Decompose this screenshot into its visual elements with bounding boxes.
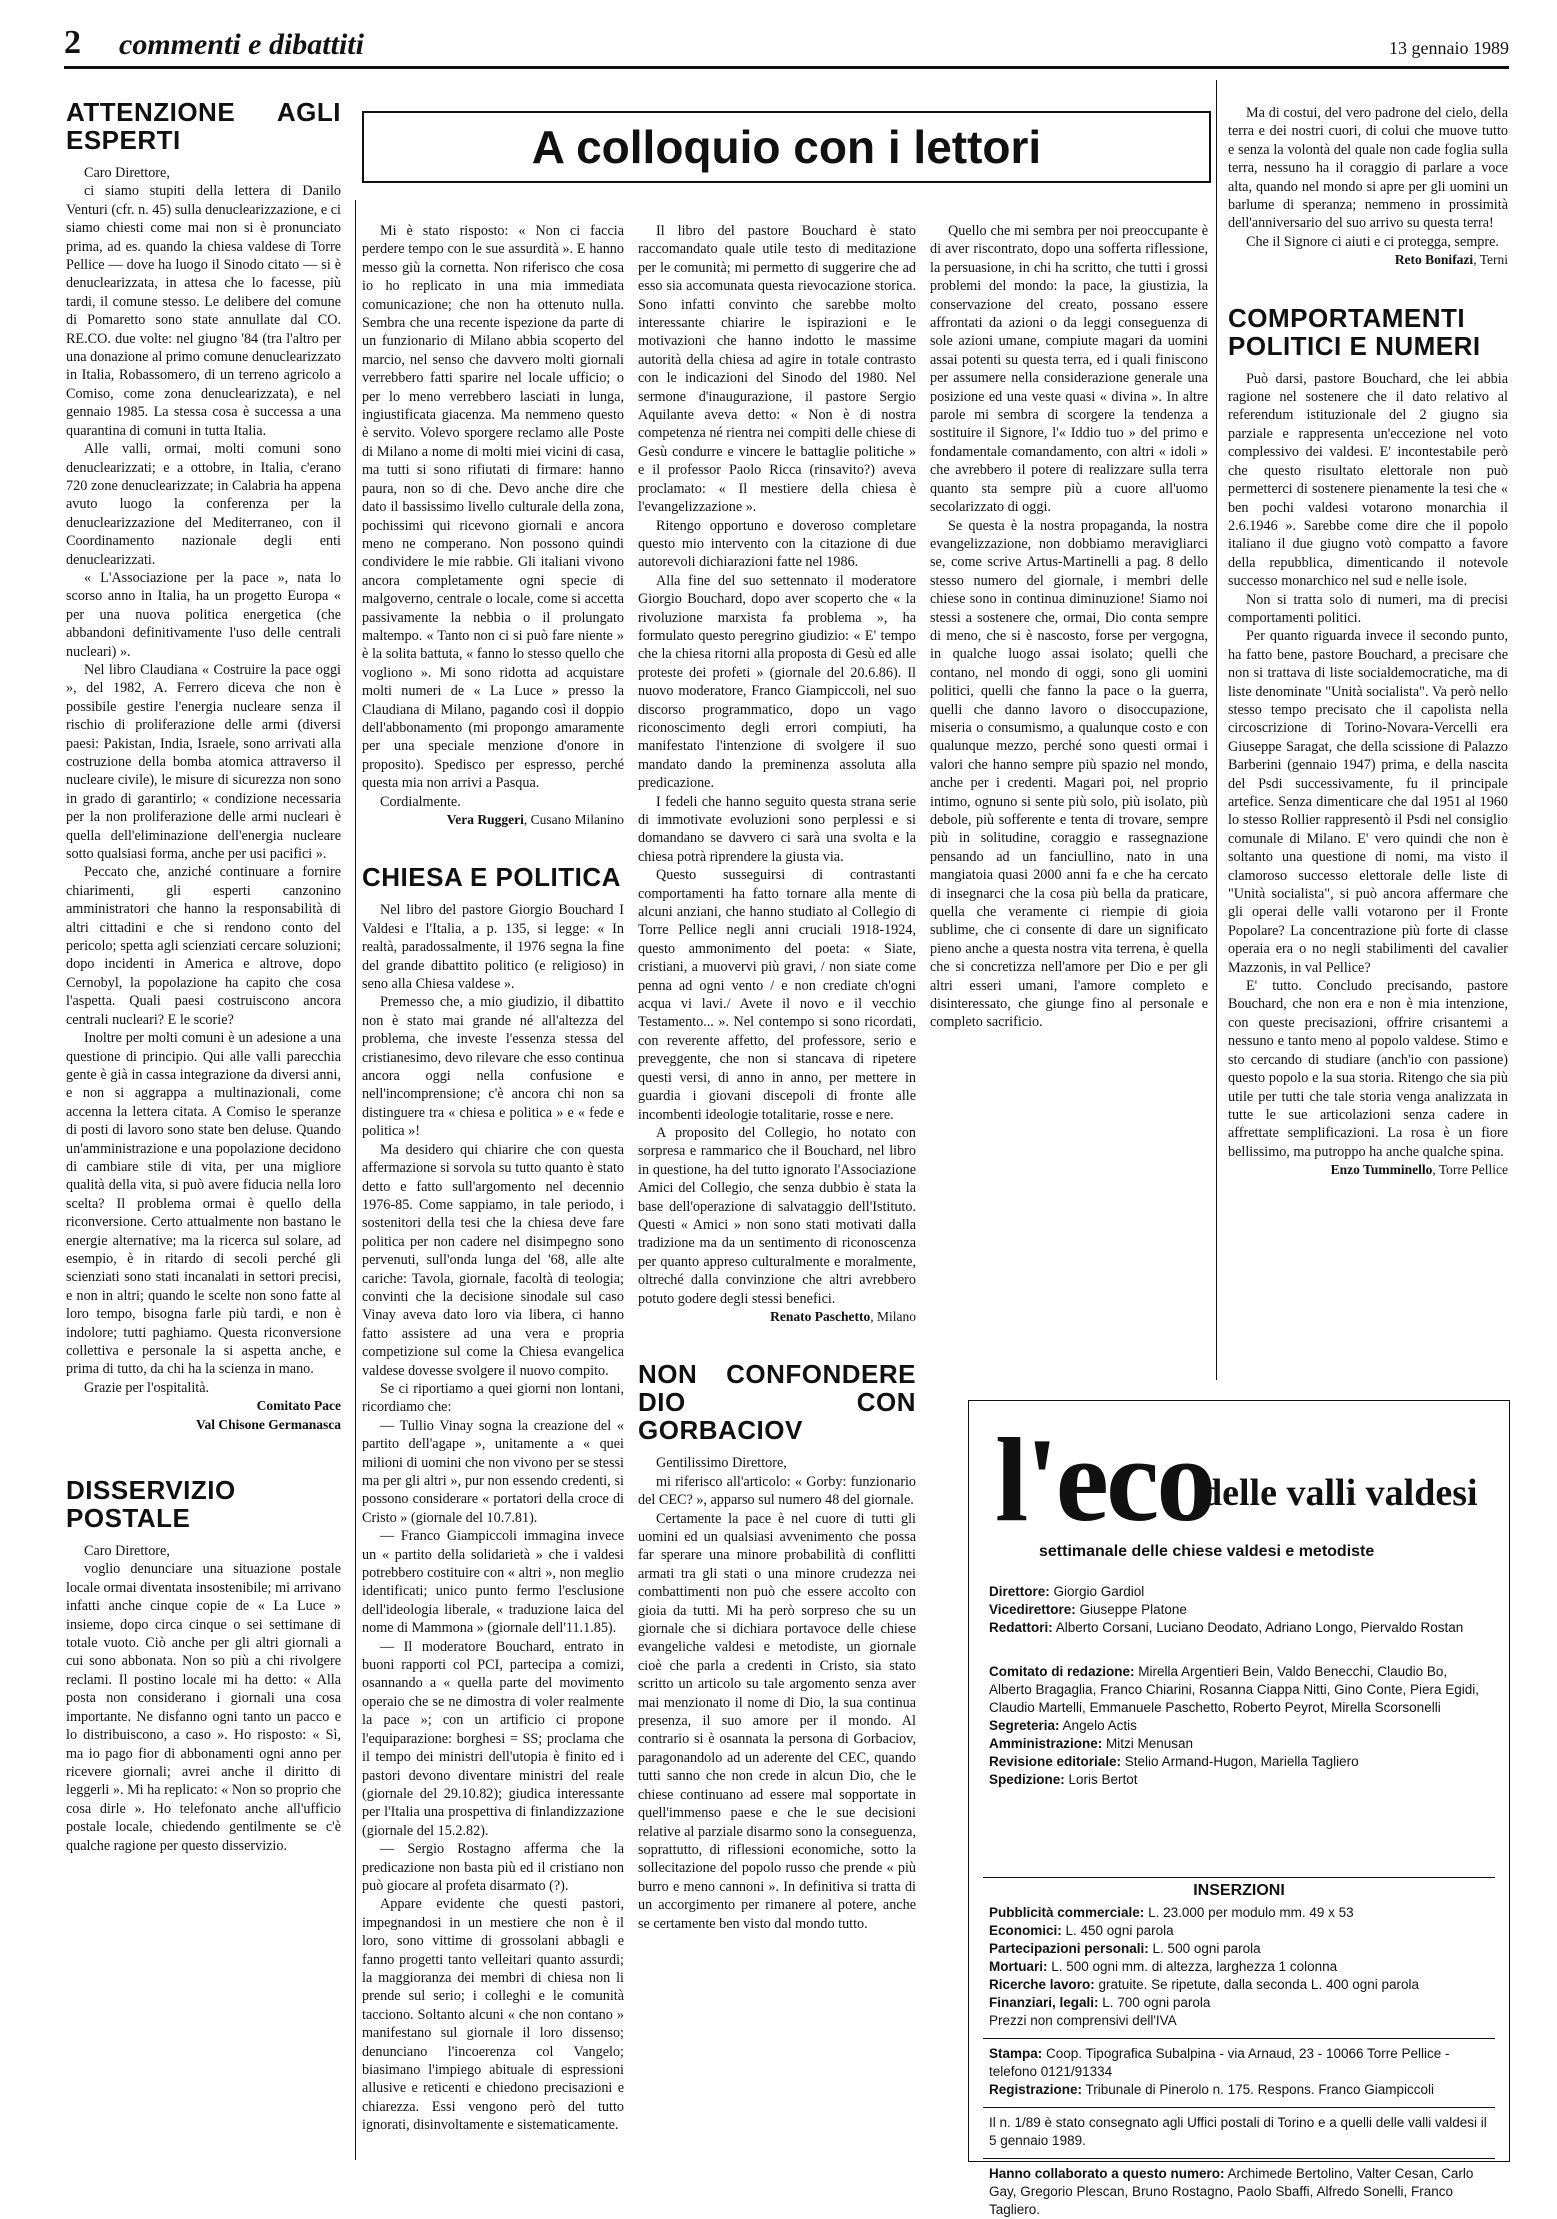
masthead-line: Redattori: Alberto Corsani, Luciano Deodato, Adriano Longo, Piervaldo Rostan xyxy=(989,1620,1464,1635)
insertions-note: Prezzi non comprensivi dell'IVA xyxy=(989,2013,1177,2028)
paragraph: Inoltre per molti comuni è un adesione a una questione di principio. Qui alle valli parecchia gente è già in cassa integrazione da diversi anni, e non si aggrappa a multinazionali, come accenna la lettera citata. A Comiso le speranze di posti di lavoro sono state ben deluse. Quando un'amministrazione e una popolazione decidono di cambiare stile di vita, per una migliore qualità della vita, si può avere fiducia nella loro scelta? Il problema ormai è quello della riconversione. Certo attualmente non bastano le energie alternative; ma la ricerca sul solare, ad esempio, è in ritardo di secoli perché gli scienziati sono stati incanalati in settori precisi, e non in altri; quando le scelte non sono fatte al loro tempo, bisogna farle più tardi, e non è indolore; tutti paghiamo. Questa riconversione collettiva e personale la si aspetta anche, e prima di tutto, da chi ha la scienza in mano. xyxy=(66,1030,341,1378)
article-body-chiesa xyxy=(362,901,624,2134)
paragraph: ci siamo stupiti della lettera di Danilo Venturi (cfr. n. 45) sulla denuclearizzazione, e ci siamo chiesti come mai non si è pronunciato prima, ad es. quando la chiesa valdese di Torre Pellice — dove ha luogo il Sinodo citato — si è denuclearizzata, in attesa che lo facesse, più tardi, il comune stesso. Le delibere del comune di Pomaretto sono state annullate dal CO. RE.CO. due volte: nel giugno '84 (tra l'altro per una donazione al primo comune denuclearizzato in Italia, Robassomero, di un terreno agricolo a Comiso, come zona denuclearizzata), e nel gennaio 1985. La stessa cosa è successa a una quarantina di comuni in tutta Italia. xyxy=(66,183,341,439)
paragraph: Non si tratta solo di numeri, ma di precisi comportamenti politici. xyxy=(1228,591,1508,626)
paragraph: Alle valli, ormai, molti comuni sono denuclearizzati; e a ottobre, in Italia, c'erano 720 zone denuclearizzate; in Calabria ha appena avuto luogo la conferenza per la denuclearizzazione del Mediterraneo, con il Coordinamento nazionale degli enti denuclearizzati. xyxy=(66,441,341,568)
paragraph: Caro Direttore, xyxy=(84,1543,170,1560)
masthead-line: Partecipazioni personali: L. 500 ogni parola xyxy=(989,1941,1261,1956)
masthead-line: Mortuari: L. 500 ogni mm. di altezza, larghezza 1 colonna xyxy=(989,1959,1338,1974)
paragraph: Se ci riportiamo a quei giorni non lontani, ricordiamo che: xyxy=(362,1380,624,1416)
paragraph: Nel libro del pastore Giorgio Bouchard I Valdesi e l'Italia, a p. 135, si legge: « In realtà, paradossalmente, il 1976 segna la fine del grande dibattito politico (e religioso) in seno alla Chiesa valdese ». xyxy=(362,902,624,993)
paragraph: Quello che mi sembra per noi preoccupante è di aver riscontrato, dopo una sofferta riflessione, la persuasione, in chi ha scritto, che tutti i grossi problemi del mondo: la pace, la giustizia, la conservazione del creato, possano essere affrontati da azioni o da leggi conseguenza di sole azioni umane, compiute magari da uomini assai potenti su questa terra, ed i quali finiscono per assumere nella considerazione generale una posizione ed una veste quasi « divina ». In altre parole mi sembra di scorgere la tendenza a sostituire il Signore, l'« Iddio tuo » del primo e fondamentale comandamento, con altri « idoli » che avrebbero il potere di realizzare sulla terra quanto sta sempre più a cuore all'uomo secolarizzato di oggi. xyxy=(930,223,1208,516)
insertions-box xyxy=(983,1877,1495,2219)
paragraph: — Sergio Rostagno afferma che la predicazione non basta più ed il cristiano non può giocare al profeta disarmato (?). xyxy=(362,1841,624,1894)
paragraph: A proposito del Collegio, ho notato con sorpresa e rammarico che il Bouchard, nel libro in questione, ha del tutto ignorato l'Associazione Amici del Collegio, che senza dubbio è stata la base dell'operazione di salvataggio dell'Istituto. Questi « Amici » non sono stati motivati dalla tradizione ma da un sentimento di riconoscenza per quanto appreso culturalmente e moralmente, oltreché dalla convinzione che altri avrebbero potuto godere degli stessi benefici. xyxy=(638,1124,916,1307)
page-number: 2 xyxy=(64,24,81,61)
masthead-line: Vicedirettore: Giuseppe Platone xyxy=(989,1602,1187,1617)
masthead-line: Segreteria: Angelo Actis xyxy=(989,1718,1137,1733)
article-body-comportamenti xyxy=(1228,370,1508,1161)
masthead-logo-rest: delle valli valdesi xyxy=(1201,1472,1478,1514)
main-title: A colloquio con i lettori xyxy=(362,111,1211,183)
collaboratori-block: Hanno collaborato a questo numero: Archimede Bertolino, Valter Cesan, Carlo Gay, Gregorio Plescan, Bruno Rostagno, Paolo Sbaffi, Alfredo Sonelli, Franco Tagliero. xyxy=(983,2158,1495,2219)
paragraph: Caro Direttore, xyxy=(84,165,170,181)
article-title-comportamenti: COMPORTAMENTI POLITICI E NUMERI xyxy=(1228,302,1481,361)
article-body-gorbaciov-continued xyxy=(930,222,1208,1032)
masthead-line: Economici: L. 450 ogni parola xyxy=(989,1923,1174,1938)
paragraph: Se questa è la nostra propaganda, la nostra evangelizzazione, non dobbiamo meravigliarci se, come scrive Artus-Martinelli a pag. 8 dello stesso numero del giornale, i membri delle chiese sono in continua diminuzione! Siamo noi stessi a sostenere che, ormai, Dio conta sempre di meno, che si è nascosto, forse per vergogna, in qualche luogo assai isolato; quelli che contano, nel mondo di oggi, sono gli uomini politici, quelli che fanno la pace o la guerra, quelli che danno lavoro o disoccupazione, miseria o consumismo, a qualunque costo e con qualunque mezzo, perché sono questi ormai i valori che hanno sempre più spazio nel mondo, anche per i credenti. Magari poi, nel proprio intimo, ognuno si sente più solo, più isolato, più debole, più sofferente e tenta di trovare, sempre più in solitudine, coraggio e rassegnazione pensando ad un fanciullino, nato in una mangiatoia quasi 2000 anni fa e che ha cercato di insegnarci che la cosa più bella da praticare, quella che veramente ci riempie di gioia sublime, che ci consente di dare un significato pieno anche a questa nostra vita terrena, è quella che si concretizza nell'amore per Dio e per gli altri esseri umani, l'amore completo e disinteressato, che giunge fino al personale e completo sacrificio. xyxy=(930,517,1208,1031)
column-4 xyxy=(930,222,1208,1382)
paragraph: Ma di costui, del vero padrone del cielo, della terra e dei nostri cuori, di colui che muove tutto e senza la volontà del quale non cade foglia sulla terra, nessuno ha il coraggio di parlare a voce alta, quando nel mondo si apre per gli uomini un barlume di speranza; nemmeno in prossimità dell'anniversario del suo arrivo su questa terra! xyxy=(1228,105,1508,232)
article-body-attenzione xyxy=(66,164,341,1397)
signature-comportamenti: Enzo Tumminello, Torre Pellice xyxy=(1330,1162,1508,1178)
masthead-line: Comitato di redazione: Mirella Argentieri Bein, Valdo Benecchi, Claudio Bo, Alberto Bragaglia, Franco Chiarini, Rosanna Ciappa Nitti, Gino Conte, Piera Egidi, Claudio Martelli, Emmanuele Paschetto, Roberto Peyrot, Mirella Scorsonelli xyxy=(989,1664,1480,1715)
signature-disservizio: Vera Ruggeri, Cusano Milanino xyxy=(446,812,624,827)
staff-list-2 xyxy=(989,1663,1489,1789)
paragraph: Gentilissimo Direttore, xyxy=(656,1455,787,1472)
signature-chiesa: Renato Paschetto, Milano xyxy=(770,1308,916,1324)
paragraph: Ritengo opportuno e doveroso completare questo mio intervento con la citazione di due autorevoli dichiarazioni fatte nel 1986. xyxy=(638,517,916,571)
column-3 xyxy=(638,222,916,2162)
paragraph: Cordialmente. xyxy=(380,793,461,810)
issue-date: 13 gennaio 1989 xyxy=(1389,38,1509,58)
article-body-disservizio-continued xyxy=(362,222,624,811)
paragraph: Peccato che, anziché continuare a fornire chiarimenti, gli esperti canzonino amministratori che hanno la responsabilità di altri cittadini e che si rendono conto del pericolo; spetta agli scienziati cercare soluzioni; dopo incidenti in America e altrove, dopo Cernobyl, la popolazione ha capito che cosa l'aspetta. Quali paesi costruiscono ancora centrali nucleari? E le scorie? xyxy=(66,864,341,1028)
paragraph: — Tullio Vinay sogna la creazione del « partito dell'agape », unitamente a « quei milioni di uomini che non vivono per se stessi ma per gli altri », pur non essendo credenti, si possono considerare « portatori della croce di Cristo » (giornale del 10.7.81). xyxy=(362,1417,624,1526)
numero-block: Il n. 1/89 è stato consegnato agli Uffici postali di Torino e a quelli delle valli valdesi il 5 gennaio 1989. xyxy=(983,2107,1495,2150)
paragraph: Certamente la pace è nel cuore di tutti gli uomini ed un qualsiasi avvenimento che possa far sperare una minore probabilità di conflitti armati tra gli stati o una minore crudezza nei combattimenti non può che essere accolto con gioia da tutti. Mi ha però sorpreso che su un giornale che si dichiara portavoce delle chiese evangeliche valdesi e metodiste, un giornale cioè che parla a credenti in Cristo, sia stato scritto un articolo su tale argomento senza aver mai menzionato il nome di Dio, la sua continua presenza, il suo amore per il mondo. Al contrario si è osannata la persona di Gorbaciov, paragonandolo ad un aderente del CEC, quando tutti sanno che non crede in alcun Dio, che le chiese continuano ad essere mal sopportate in quell'immenso paese e che le sue decisioni relative al parziale disarmo sono la conseguenza, soprattutto, di riflessioni economiche, sotto la sollecitazione del popolo russo che prende « più burro e meno cannoni ». In definitiva si tratta di un accorgimento per rimanere al potere, anche se certamente ben visto dal mondo tutto. xyxy=(638,1510,916,1932)
paragraph: Grazie per l'ospitalità. xyxy=(84,1379,210,1396)
article-body-chiesa-continued xyxy=(638,222,916,1308)
paragraph: Questo susseguirsi di contrastanti comportamenti ha fatto tornare alla mente di alcuni anziani, che hanno studiato al Collegio di Torre Pellice negli anni cruciali 1918-1924, questo ammonimento del poeta: « Siate, cristiani, a muovervi più gravi, / non siate come penna ad ogni vento / e non crediate ch'ogni acqua vi lavi./ Avete il novo e il vecchio Testamento... ». Nel contempo si sono ricordati, con reverente affetto, del professore, serio e preveggente, che non si stancava di ripetere questi versi, di anno in anno, per mettere in guardia i giovani discepoli di fronte alle incombenti ideologie totalitarie, rosse e nere. xyxy=(638,867,916,1123)
stampa-block: Stampa: Coop. Tipografica Subalpina - via Arnaud, 23 - 10066 Torre Pellice - telefono 0121/91334 Registrazione: Tribunale di Pinerolo n. 175. Respons. Franco Giampiccoli xyxy=(983,2038,1495,2099)
masthead-line: Finanziari, legali: L. 700 ogni parola xyxy=(989,1995,1211,2010)
paragraph: I fedeli che hanno seguito questa strana serie di immotivate evoluzioni sono perplessi e si domandano se davvero ci sarà una svolta e la chiesa potrà riprendere la giusta via. xyxy=(638,793,916,865)
masthead-line: Amministrazione: Mitzi Menusan xyxy=(989,1736,1194,1751)
signature-place-attenzione: Val Chisone Germanasca xyxy=(195,1416,341,1432)
paragraph: Ma desidero qui chiarire che con questa affermazione si sorvola su tutto quanto è stato detto e fatto sull'argomento nel decennio 1976-85. Come sappiamo, in tale periodo, i sostenitori della tesi che la chiesa deve fare politica per non cadere nel disimpegno sono pervenuti, sull'onda lunga del '68, alle alte cariche: Tavola, giornale, facoltà di teologia; convinti che la decisione sinodale sul caso Vinay aveva dato loro via libera, ci hanno fatto assistere ad una vera e propria competizione sul come la Chiesa evangelica valdese dovesse svolgere il nuovo compito. xyxy=(362,1141,624,1379)
paragraph: Il libro del pastore Bouchard è stato raccomandato quale utile testo di meditazione per le comunità; mi permetto di suggerire che ad esso sia accomunata questa rievocazione storica. Sono infatti convinto che sarebbe molto interessante chiarire le ispirazioni e le motivazioni che hanno indotto le massime autorità della chiesa ad agire in totale contrasto con le indicazioni del Sinodo del 1980. Nel sermone d'inaugurazione, il pastore Sergio Aquilante aveva detto: « Non è di nostra competenza né rientra nei compiti delle chiese di Gesù condurre e vincere le battaglie politiche » e il professor Paolo Ricca (rinsavito?) aveva proclamato: « Il mestiere della chiesa è l'evangelizzazione ». xyxy=(638,223,916,516)
paragraph: voglio denunciare una situazione postale locale ormai diventata insostenibile; mi arrivano infatti anche cinque copie de « La Luce » insieme, dopo circa cinque o sei settimane di totale vuoto. Ciò anche per gli altri giornali a cui sono abbonata. Non so più a chi rivolgere reclami. Il postino locale mi ha detto: « Alla posta non considerano i giornali una cosa importante. Ne disfanno ogni tanto un pacco e lo distribuiscono, a caso ». Ho risposto: « Sì, ma io pago fior di abbonamenti ogni anno per ricevere giornali; avrei anche il diritto di leggerli ». Mi ha replicato: « Non so proprio che cosa dirle ». Ho telefonato anche all'ufficio postale locale, chiedendo gentilmente se c'è qualche ragione per questo disservizio. xyxy=(66,1561,342,1854)
article-body-gorbaciov-end xyxy=(1228,104,1508,251)
page-header xyxy=(64,26,1509,69)
column-1 xyxy=(66,88,341,2158)
section-title: commenti e dibattiti xyxy=(119,28,364,61)
masthead-subtitle: settimanale delle chiese valdesi e metodiste xyxy=(1039,1543,1375,1560)
article-title-gorbaciov: NON CONFONDERE DIO CON GORBACIOV xyxy=(638,1359,916,1446)
article-title-chiesa: CHIESA E POLITICA xyxy=(362,862,621,893)
paragraph: Può darsi, pastore Bouchard, che lei abbia ragione nel sostenere che il dato relativo al referendum istituzionale del 2 giugno sia parziale e rappresenta un'eccezione nel voto complessivo dei valdesi. E' incontestabile però che questo risultato elettorale non può permetterci di sostenere pienamente la tesi che « ben pochi valdesi votarono monarchia il 2.6.1946 ». Sarebbe come dire che il popolo italiano il due giugno votò compatto a favore della repubblica, dimenticando il notevole successo monarchico nel sud e nelle isole. xyxy=(1228,370,1508,590)
paragraph: — Il moderatore Bouchard, entrato in buoni rapporti col PCI, partecipa a comizi, osannando a « quella parte del movimento operaio che se ne dimostra di voler realmente la pace »; con un artificio ci propone l'equiparazione: borghesi = SS; proclama che il tempo dei ministri dell'utopia è finito ed i pastori devono diventare ministri del reale (giornale del 29.10.82); giudica interessante per l'Italia una prospettiva di finlandizzazione (giornale del 15.2.82). xyxy=(362,1638,624,1839)
column-5 xyxy=(1228,104,1508,1384)
paragraph: Nel libro Claudiana « Costruire la pace oggi », del 1982, A. Ferrero diceva che non è possibile gestire l'energia nucleare senza il rischio di proliferazione delle armi (diversi paesi: Pakistan, India, Israele, sono arrivati alla costruzione della bomba atomica attraverso il nucleare civile), le misure di sicurezza non sono in grado di garantirlo; « condizione necessaria per la non proliferazione delle armi nucleari è quella dell'eliminazione dell'energia nucleare sotto qualsiasi forma, anche per usi pacifici ». xyxy=(66,661,341,863)
masthead-box xyxy=(968,1400,1510,2217)
masthead-line: Revisione editoriale: Stelio Armand-Hugon, Mariella Tagliero xyxy=(989,1754,1359,1769)
article-title-attenzione: ATTENZIONE AGLI ESPERTI xyxy=(66,97,341,155)
masthead-line: Spedizione: Loris Bertot xyxy=(989,1772,1138,1787)
paragraph: — Franco Giampiccoli immagina invece un « partito della solidarietà » che i valdesi potrebbero costituire con « altri », non meglio identificati; unico punto fermo l'esclusione dell'ideologia liberale, « traduzione laica del nome di Mammona » (giornale dell'11.1.85). xyxy=(362,1528,624,1637)
paragraph: Alla fine del suo settennato il moderatore Giorgio Bouchard, dopo aver scoperto che « la rivoluzione marxista fa problema », ha formulato questo peregrino giudizio: « E' tempo che la chiesa ritorni alla proposta di Gesù ed alle proteste dei profeti » (giornale del 20.6.86). Il nuovo moderatore, Franco Giampiccoli, nel suo discorso programmatico, dopo un vago riconoscimento degli errori compiuti, ha manifestato l'intenzione di svolgere il suo mandato dando la preminenza assoluta alla predicazione. xyxy=(638,572,916,792)
insertions-list xyxy=(983,1904,1495,2012)
masthead-logo: l'eco xyxy=(995,1413,1214,1546)
article-body-gorbaciov xyxy=(638,1454,916,1933)
masthead-line: Ricerche lavoro: gratuite. Se ripetute, dalla seconda L. 400 ogni parola xyxy=(989,1977,1420,1992)
paragraph: Premesso che, a mio giudizio, il dibattito non è stato mai grande né all'altezza del problema, che investe l'essenza stessa del cristianesimo, devo rilevare che esso continua ancora oggi nella confusione e nell'incomprensione; c'è ancora chi non sa distinguere tra « chiesa e politica » e « fede e politica »! xyxy=(362,994,624,1140)
paragraph: Che il Signore ci aiuti e ci protegga, sempre. xyxy=(1246,233,1499,250)
insertions-title: INSERZIONI xyxy=(1193,1882,1285,1899)
signature-attenzione: Comitato Pace xyxy=(256,1398,341,1414)
masthead-line: Pubblicità commerciale: L. 23.000 per modulo mm. 49 x 53 xyxy=(989,1905,1354,1920)
staff-list xyxy=(989,1583,1489,1637)
article-body-disservizio xyxy=(66,1542,341,1855)
paragraph: Per quanto riguarda invece il secondo punto, ha fatto bene, pastore Bouchard, a precisare che non si trattava di liste socialdemocratiche, ma di liste denominate "Unità socialista". Va però nello stesso tempo precisato che il capolista nella circoscrizione di Torino-Novara-Vercelli era Giuseppe Saragat, che della scissione di Palazzo Barberini (gennaio 1947) prima, e della nascita del Psdi successivamente, fu il principale artefice. Senza dimenticare che dal 1951 al 1960 lo stesso Rollier rappresentò il Psdi nel consiglio comunale di Milano. E' vero quindi che non è soltanto una questione di nomi, ma visto il clamoroso successo elettorale delle liste di "Unità socialista", si può ancora affermare che gli operai delle valli votarono per il Fronte Popolare? La concentrazione più forte di classe operaia era o no negli stabilimenti del cavalier Mazzonis, in val Pellice? xyxy=(1228,628,1508,976)
signature-gorbaciov: Reto Bonifazi, Terni xyxy=(1394,252,1508,268)
column-2 xyxy=(362,222,624,2162)
paragraph: « L'Associazione per la pace », nata lo scorso anno in Italia, ha un progetto Europa « per una nuova politica energetica (che abbandoni definitivamente l'uso delle centrali nucleari) ». xyxy=(66,569,341,660)
paragraph: Mi è stato risposto: « Non ci faccia perdere tempo con le sue assurdità ». E hanno messo giù la cornetta. Non riferisco che cosa io ho replicato in una mia immediata comunicazione; che non ha ottenuto nulla. Sembra che una recente ispezione da parte di un funzionario di Milano abbia scoperto del marcio, nel senso che davvero molti giornali verrebbero fatti sparire nel locale ufficio; o per lo meno verrebbero lasciati in lunga, ingiustificata giacenza. Ma nemmeno questo è servito. Volevo sporgere reclamo alle Poste di Milano a nome di molti miei vicini di casa, ma tutti si sono rifiutati di firmare: hanno paura, non so di che. Devo anche dire che dato il bassissimo livello culturale della zona, pochissimi qui ricevono giornali e ancora meno ne comperano. Non possono quindi condividere le mie rabbie. Gli italiani vivono ancora completamente ogni specie di malgoverno, centrale o locale, come si accetta passivamente la nebbia o il prolungato maltempo. « Tanto non ci si può fare niente » è la solita battuta, « fanno lo stesso quello che vogliono ». Mi sono ridotta ad acquistare molti numeri de « La Luce » presso la Claudiana di Milano, pagando così il doppio dell'abbonamento (mi propongo amaramente per una speciale menzione d'onore in proposito). Spedisco per espresso, perché questa mia non arrivi a Pasqua. xyxy=(362,223,624,792)
masthead-line: Direttore: Giorgio Gardiol xyxy=(989,1584,1145,1599)
paragraph: Appare evidente che questi pastori, impegnandosi in un mestiere che non è il loro, sono vittime di grossolani abbagli e fanno progetti tanto velleitari quanto assurdi; la maggioranza dei membri di chiesa non li prende sul serio; i colleghi e le comunità tacciono. Soltanto alcuni « che non contano » manifestano sul giornale il loro dissenso; denunciano l'incoerenza col Vangelo; biasimano l'impiego abituale di espressioni allusive e reticenti e chiedono precisazioni e chiarezza. Essi vengono però del tutto ignorati, disinvoltamente e sistematicamente. xyxy=(362,1896,624,2134)
paragraph: mi riferisco all'articolo: « Gorby: funzionario del CEC? », apparso sul numero 48 del giornale. xyxy=(638,1473,916,1509)
paragraph: E' tutto. Concludo precisando, pastore Bouchard, che non era e non è mia intenzione, con queste precisazioni, offrire crisantemi a nessuno e tanto meno al popolo valdese. Stimo e sto cercando di studiare (anch'io con passione) questo popolo e la sua storia. Ritengo che sia più utile per tutti che tale storia venga analizzata in tutte le sue articolazioni senza cadere in affrettate semplificazioni. La rosa è un fiore bellissimo, ma putroppo ha anche qualche spina. xyxy=(1228,978,1508,1160)
article-title-disservizio: DISSERVIZIO POSTALE xyxy=(66,1475,236,1534)
